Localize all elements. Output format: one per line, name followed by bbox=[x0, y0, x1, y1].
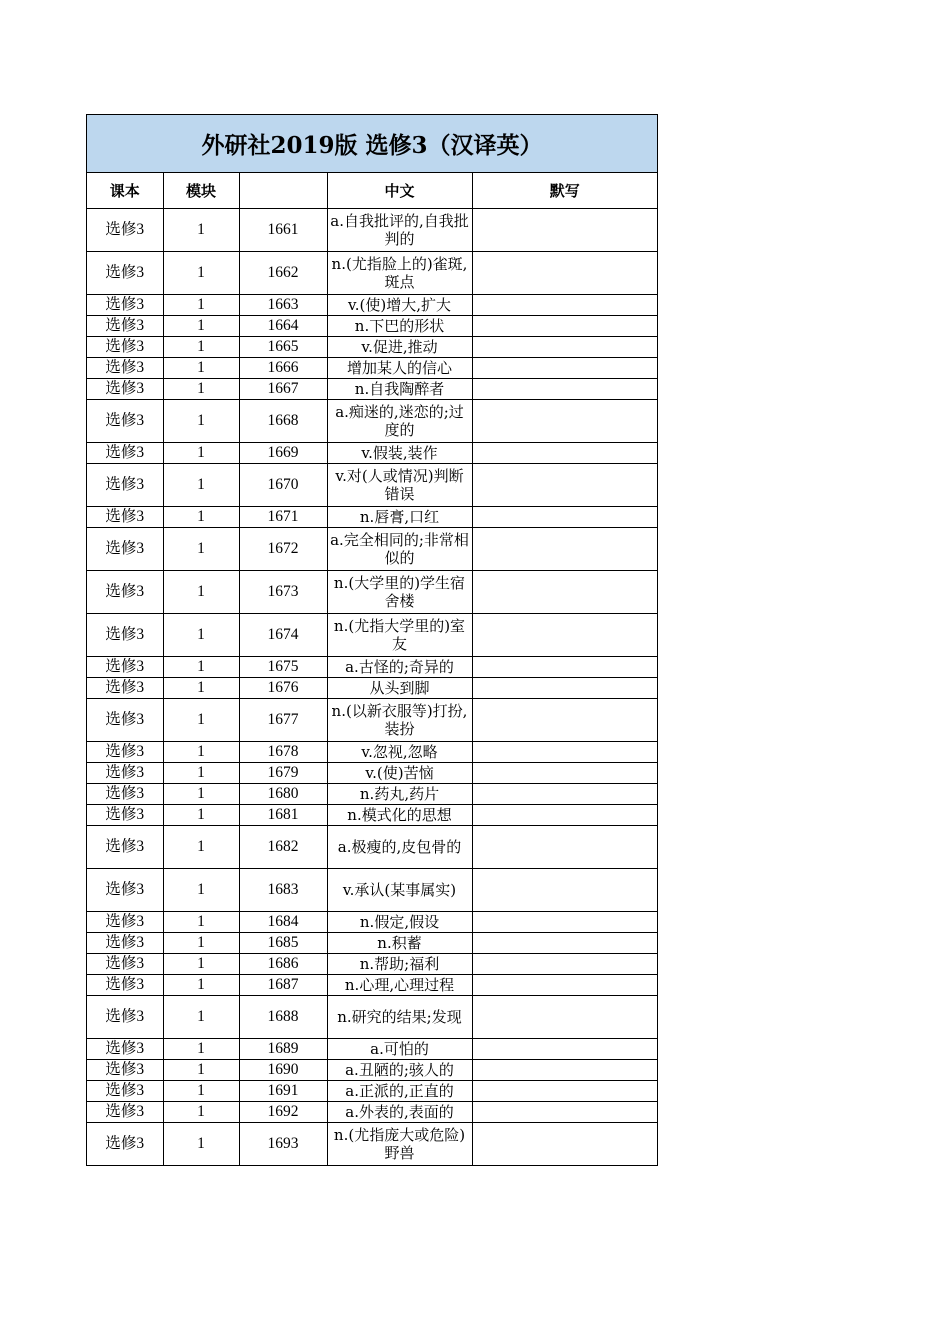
cell-book: 选修3 bbox=[87, 805, 163, 826]
cell-module: 1 bbox=[163, 507, 239, 528]
cell-module: 1 bbox=[163, 933, 239, 954]
table-row bbox=[87, 954, 657, 975]
cell-dictation[interactable] bbox=[472, 678, 657, 699]
cell-chinese: v.对(人或情况)判断错误 bbox=[327, 464, 472, 507]
cell-book: 选修3 bbox=[87, 1039, 163, 1060]
cell-module: 1 bbox=[163, 379, 239, 400]
cell-book: 选修3 bbox=[87, 464, 163, 507]
cell-book: 选修3 bbox=[87, 784, 163, 805]
cell-dictation[interactable] bbox=[472, 933, 657, 954]
cell-module: 1 bbox=[163, 742, 239, 763]
cell-dictation[interactable] bbox=[472, 337, 657, 358]
cell-dictation[interactable] bbox=[472, 869, 657, 912]
cell-module: 1 bbox=[163, 443, 239, 464]
cell-module: 1 bbox=[163, 784, 239, 805]
cell-dictation[interactable] bbox=[472, 209, 657, 252]
cell-chinese: v.(使)增大,扩大 bbox=[327, 295, 472, 316]
table-row bbox=[87, 805, 657, 826]
cell-dictation[interactable] bbox=[472, 1123, 657, 1166]
cell-dictation[interactable] bbox=[472, 763, 657, 784]
header-number bbox=[239, 173, 327, 209]
cell-module: 1 bbox=[163, 1123, 239, 1166]
cell-dictation[interactable] bbox=[472, 657, 657, 678]
table-row bbox=[87, 1123, 657, 1166]
cell-dictation[interactable] bbox=[472, 1102, 657, 1123]
table-row bbox=[87, 252, 657, 295]
cell-number: 1692 bbox=[239, 1102, 327, 1123]
cell-chinese: n.下巴的形状 bbox=[327, 316, 472, 337]
cell-dictation[interactable] bbox=[472, 699, 657, 742]
cell-module: 1 bbox=[163, 358, 239, 379]
cell-book: 选修3 bbox=[87, 826, 163, 869]
cell-book: 选修3 bbox=[87, 507, 163, 528]
table-row bbox=[87, 464, 657, 507]
cell-book: 选修3 bbox=[87, 571, 163, 614]
cell-dictation[interactable] bbox=[472, 1039, 657, 1060]
cell-chinese: n.(尤指庞大或危险)野兽 bbox=[327, 1123, 472, 1166]
cell-dictation[interactable] bbox=[472, 379, 657, 400]
cell-chinese: a.痴迷的,迷恋的;过度的 bbox=[327, 400, 472, 443]
table-row bbox=[87, 316, 657, 337]
cell-dictation[interactable] bbox=[472, 316, 657, 337]
cell-chinese: n.假定,假设 bbox=[327, 912, 472, 933]
cell-dictation[interactable] bbox=[472, 464, 657, 507]
table-row bbox=[87, 1081, 657, 1102]
cell-number: 1681 bbox=[239, 805, 327, 826]
cell-chinese: n.(以新衣服等)打扮,装扮 bbox=[327, 699, 472, 742]
cell-book: 选修3 bbox=[87, 975, 163, 996]
cell-number: 1671 bbox=[239, 507, 327, 528]
table-row bbox=[87, 507, 657, 528]
cell-chinese: a.极瘦的,皮包骨的 bbox=[327, 826, 472, 869]
cell-chinese: n.帮助;福利 bbox=[327, 954, 472, 975]
cell-chinese: n.研究的结果;发现 bbox=[327, 996, 472, 1039]
cell-chinese: a.古怪的;奇异的 bbox=[327, 657, 472, 678]
cell-number: 1684 bbox=[239, 912, 327, 933]
cell-number: 1667 bbox=[239, 379, 327, 400]
cell-module: 1 bbox=[163, 1039, 239, 1060]
cell-module: 1 bbox=[163, 295, 239, 316]
cell-chinese: v.忽视,忽略 bbox=[327, 742, 472, 763]
cell-dictation[interactable] bbox=[472, 443, 657, 464]
cell-book: 选修3 bbox=[87, 869, 163, 912]
cell-number: 1676 bbox=[239, 678, 327, 699]
cell-dictation[interactable] bbox=[472, 252, 657, 295]
table-row bbox=[87, 1102, 657, 1123]
cell-book: 选修3 bbox=[87, 996, 163, 1039]
cell-chinese: a.自我批评的,自我批判的 bbox=[327, 209, 472, 252]
table-row bbox=[87, 614, 657, 657]
cell-book: 选修3 bbox=[87, 316, 163, 337]
cell-book: 选修3 bbox=[87, 933, 163, 954]
cell-book: 选修3 bbox=[87, 358, 163, 379]
table-row bbox=[87, 678, 657, 699]
cell-dictation[interactable] bbox=[472, 400, 657, 443]
cell-module: 1 bbox=[163, 337, 239, 358]
cell-module: 1 bbox=[163, 464, 239, 507]
header-book: 课本 bbox=[87, 173, 163, 209]
cell-chinese: n.模式化的思想 bbox=[327, 805, 472, 826]
cell-book: 选修3 bbox=[87, 1081, 163, 1102]
cell-chinese: a.丑陋的;骇人的 bbox=[327, 1060, 472, 1081]
cell-chinese: v.(使)苦恼 bbox=[327, 763, 472, 784]
cell-module: 1 bbox=[163, 763, 239, 784]
cell-number: 1689 bbox=[239, 1039, 327, 1060]
cell-number: 1669 bbox=[239, 443, 327, 464]
table-row bbox=[87, 699, 657, 742]
table-row bbox=[87, 763, 657, 784]
cell-book: 选修3 bbox=[87, 528, 163, 571]
cell-chinese: a.外表的,表面的 bbox=[327, 1102, 472, 1123]
cell-chinese: n.(大学里的)学生宿舍楼 bbox=[327, 571, 472, 614]
table-row bbox=[87, 528, 657, 571]
header-dictation: 默写 bbox=[472, 173, 657, 209]
table-row bbox=[87, 571, 657, 614]
cell-module: 1 bbox=[163, 869, 239, 912]
cell-number: 1662 bbox=[239, 252, 327, 295]
cell-number: 1663 bbox=[239, 295, 327, 316]
cell-chinese: a.可怕的 bbox=[327, 1039, 472, 1060]
cell-module: 1 bbox=[163, 996, 239, 1039]
cell-chinese: v.假装,装作 bbox=[327, 443, 472, 464]
cell-module: 1 bbox=[163, 1060, 239, 1081]
cell-book: 选修3 bbox=[87, 379, 163, 400]
cell-number: 1682 bbox=[239, 826, 327, 869]
cell-dictation[interactable] bbox=[472, 805, 657, 826]
cell-dictation[interactable] bbox=[472, 784, 657, 805]
cell-number: 1677 bbox=[239, 699, 327, 742]
cell-module: 1 bbox=[163, 912, 239, 933]
cell-module: 1 bbox=[163, 1102, 239, 1123]
cell-dictation[interactable] bbox=[472, 1060, 657, 1081]
cell-book: 选修3 bbox=[87, 1123, 163, 1166]
cell-book: 选修3 bbox=[87, 443, 163, 464]
cell-dictation[interactable] bbox=[472, 295, 657, 316]
cell-module: 1 bbox=[163, 571, 239, 614]
table-row bbox=[87, 657, 657, 678]
cell-module: 1 bbox=[163, 252, 239, 295]
cell-chinese: n.药丸,药片 bbox=[327, 784, 472, 805]
table-row bbox=[87, 1060, 657, 1081]
cell-dictation[interactable] bbox=[472, 826, 657, 869]
cell-chinese: v.承认(某事属实) bbox=[327, 869, 472, 912]
cell-number: 1693 bbox=[239, 1123, 327, 1166]
cell-book: 选修3 bbox=[87, 1102, 163, 1123]
cell-book: 选修3 bbox=[87, 699, 163, 742]
cell-module: 1 bbox=[163, 316, 239, 337]
cell-number: 1685 bbox=[239, 933, 327, 954]
table-row bbox=[87, 912, 657, 933]
table-row bbox=[87, 209, 657, 252]
cell-chinese: v.促进,推动 bbox=[327, 337, 472, 358]
cell-chinese: n.积蓄 bbox=[327, 933, 472, 954]
table-row bbox=[87, 784, 657, 805]
cell-dictation[interactable] bbox=[472, 742, 657, 763]
vocab-table bbox=[87, 173, 657, 1165]
cell-number: 1688 bbox=[239, 996, 327, 1039]
cell-module: 1 bbox=[163, 699, 239, 742]
cell-chinese: n.(尤指大学里的)室友 bbox=[327, 614, 472, 657]
cell-dictation[interactable] bbox=[472, 528, 657, 571]
cell-module: 1 bbox=[163, 400, 239, 443]
cell-number: 1683 bbox=[239, 869, 327, 912]
cell-chinese: n.心理,心理过程 bbox=[327, 975, 472, 996]
cell-module: 1 bbox=[163, 528, 239, 571]
cell-module: 1 bbox=[163, 209, 239, 252]
cell-dictation[interactable] bbox=[472, 954, 657, 975]
cell-chinese: 从头到脚 bbox=[327, 678, 472, 699]
cell-book: 选修3 bbox=[87, 295, 163, 316]
cell-dictation[interactable] bbox=[472, 996, 657, 1039]
vocabulary-sheet bbox=[86, 114, 658, 1166]
cell-number: 1672 bbox=[239, 528, 327, 571]
table-row bbox=[87, 1039, 657, 1060]
cell-number: 1668 bbox=[239, 400, 327, 443]
header-row bbox=[87, 173, 657, 209]
cell-module: 1 bbox=[163, 826, 239, 869]
cell-dictation[interactable] bbox=[472, 975, 657, 996]
cell-number: 1690 bbox=[239, 1060, 327, 1081]
cell-chinese: n.(尤指脸上的)雀斑,斑点 bbox=[327, 252, 472, 295]
cell-number: 1687 bbox=[239, 975, 327, 996]
cell-book: 选修3 bbox=[87, 954, 163, 975]
cell-dictation[interactable] bbox=[472, 507, 657, 528]
cell-module: 1 bbox=[163, 975, 239, 996]
table-row bbox=[87, 443, 657, 464]
cell-module: 1 bbox=[163, 614, 239, 657]
cell-number: 1673 bbox=[239, 571, 327, 614]
cell-module: 1 bbox=[163, 805, 239, 826]
cell-book: 选修3 bbox=[87, 1060, 163, 1081]
table-row bbox=[87, 742, 657, 763]
cell-module: 1 bbox=[163, 954, 239, 975]
table-row bbox=[87, 295, 657, 316]
cell-book: 选修3 bbox=[87, 763, 163, 784]
cell-chinese: 增加某人的信心 bbox=[327, 358, 472, 379]
table-row bbox=[87, 337, 657, 358]
table-row bbox=[87, 379, 657, 400]
cell-dictation[interactable] bbox=[472, 912, 657, 933]
header-module: 模块 bbox=[163, 173, 239, 209]
cell-dictation[interactable] bbox=[472, 571, 657, 614]
cell-number: 1680 bbox=[239, 784, 327, 805]
cell-dictation[interactable] bbox=[472, 614, 657, 657]
table-row bbox=[87, 933, 657, 954]
cell-number: 1666 bbox=[239, 358, 327, 379]
table-row bbox=[87, 996, 657, 1039]
cell-module: 1 bbox=[163, 657, 239, 678]
cell-dictation[interactable] bbox=[472, 1081, 657, 1102]
cell-number: 1670 bbox=[239, 464, 327, 507]
table-row bbox=[87, 975, 657, 996]
cell-chinese: a.正派的,正直的 bbox=[327, 1081, 472, 1102]
cell-book: 选修3 bbox=[87, 337, 163, 358]
cell-number: 1665 bbox=[239, 337, 327, 358]
sheet-title: 外研社2019版 选修3（汉译英） bbox=[87, 115, 657, 173]
cell-number: 1678 bbox=[239, 742, 327, 763]
cell-chinese: n.唇膏,口红 bbox=[327, 507, 472, 528]
cell-number: 1686 bbox=[239, 954, 327, 975]
cell-module: 1 bbox=[163, 1081, 239, 1102]
cell-number: 1661 bbox=[239, 209, 327, 252]
cell-number: 1675 bbox=[239, 657, 327, 678]
cell-number: 1664 bbox=[239, 316, 327, 337]
cell-chinese: a.完全相同的;非常相似的 bbox=[327, 528, 472, 571]
table-row bbox=[87, 400, 657, 443]
cell-book: 选修3 bbox=[87, 614, 163, 657]
cell-dictation[interactable] bbox=[472, 358, 657, 379]
cell-book: 选修3 bbox=[87, 209, 163, 252]
header-chinese: 中文 bbox=[327, 173, 472, 209]
cell-chinese: n.自我陶醉者 bbox=[327, 379, 472, 400]
cell-book: 选修3 bbox=[87, 657, 163, 678]
cell-number: 1674 bbox=[239, 614, 327, 657]
cell-book: 选修3 bbox=[87, 400, 163, 443]
cell-number: 1691 bbox=[239, 1081, 327, 1102]
cell-book: 选修3 bbox=[87, 678, 163, 699]
cell-book: 选修3 bbox=[87, 252, 163, 295]
cell-module: 1 bbox=[163, 678, 239, 699]
cell-book: 选修3 bbox=[87, 742, 163, 763]
table-row bbox=[87, 358, 657, 379]
table-row bbox=[87, 869, 657, 912]
cell-number: 1679 bbox=[239, 763, 327, 784]
table-row bbox=[87, 826, 657, 869]
cell-book: 选修3 bbox=[87, 912, 163, 933]
